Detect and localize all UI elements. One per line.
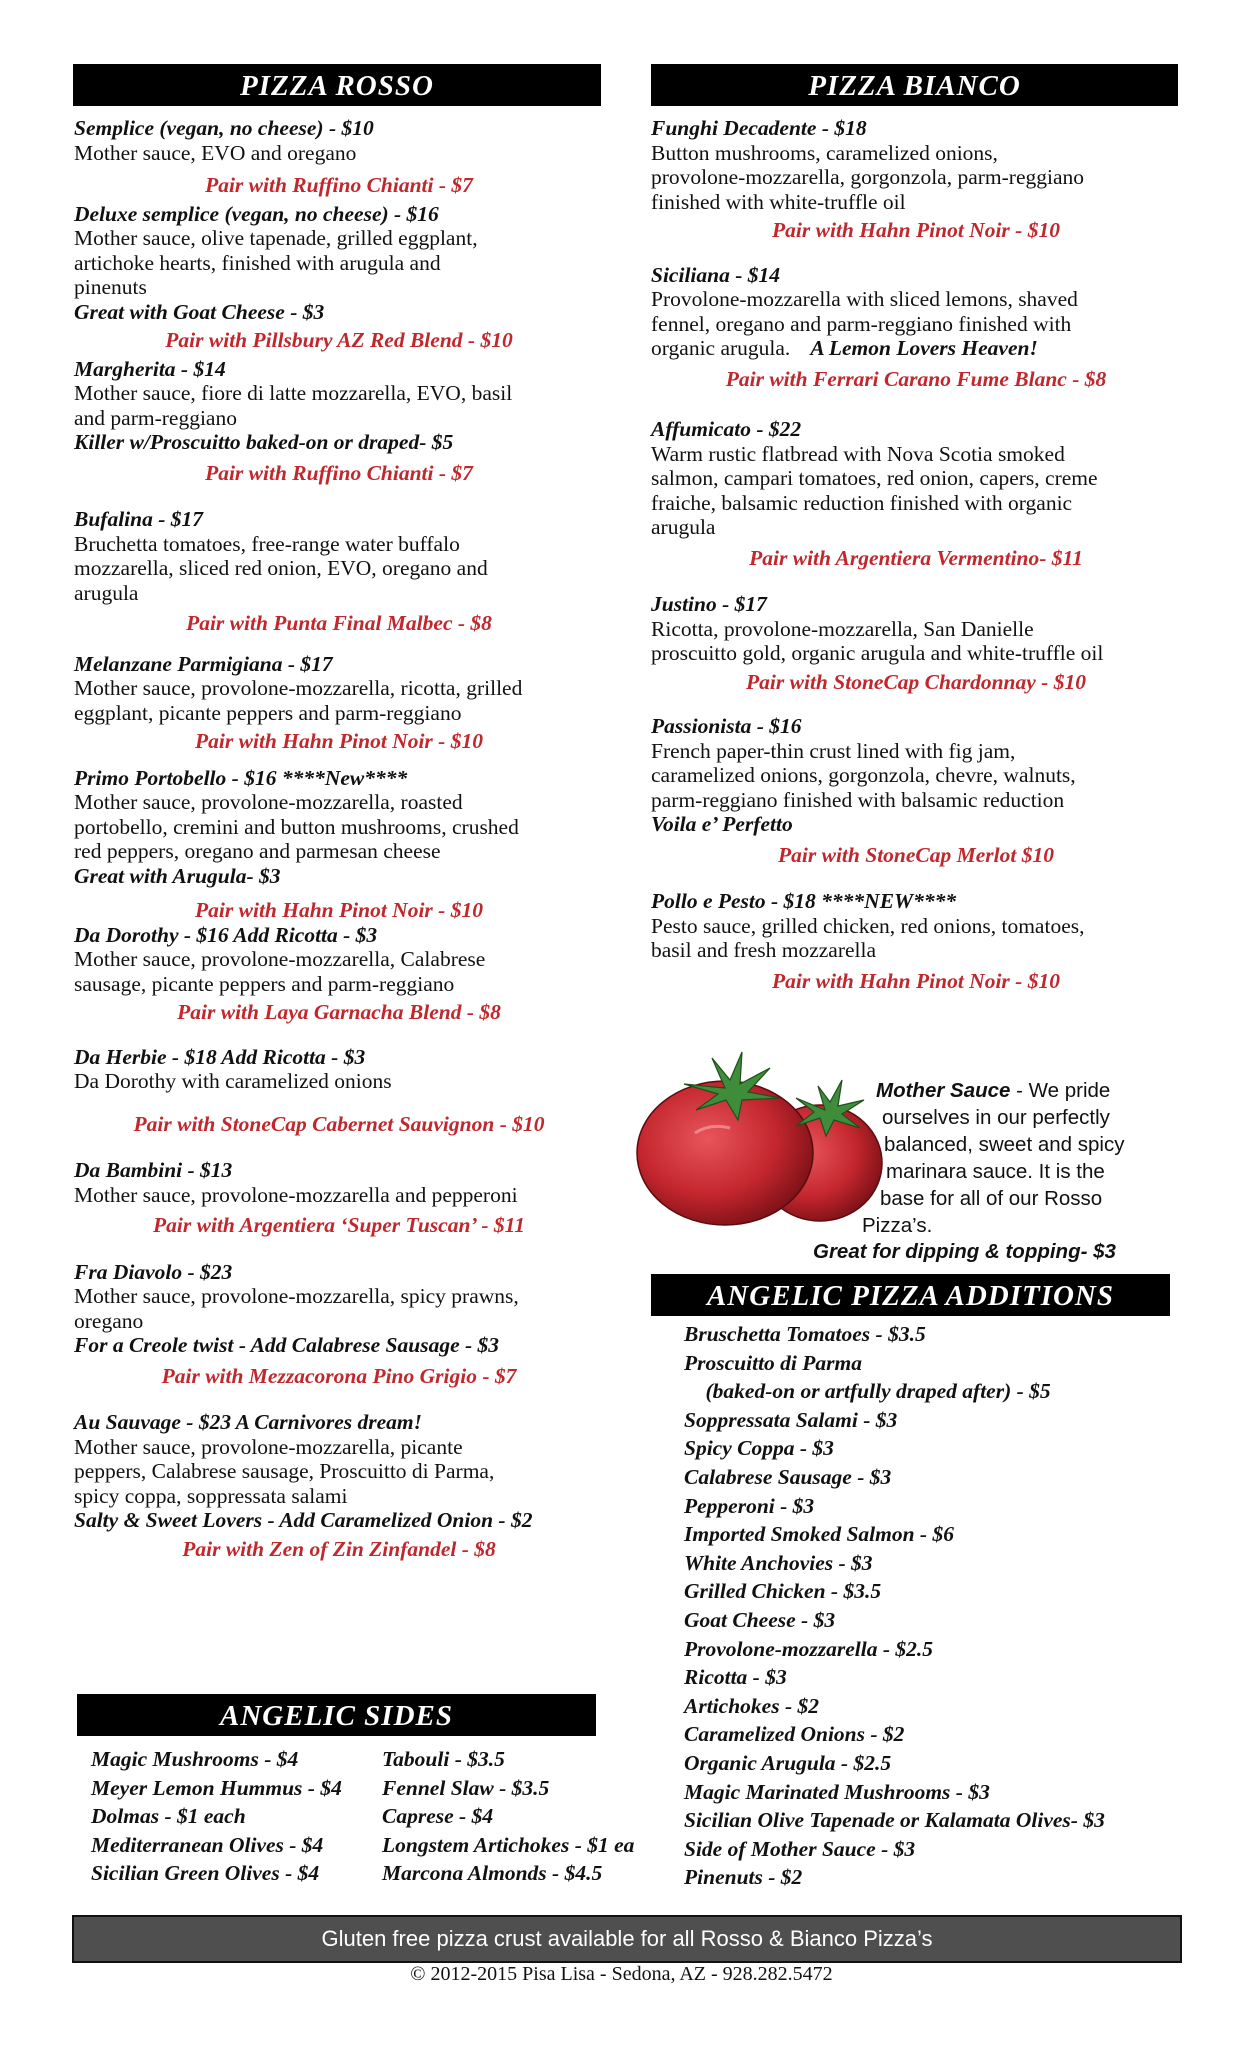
item-name: Au Sauvage - $23 A Carnivores dream! (74, 1410, 423, 1434)
item-name: Semplice (vegan, no cheese) - $10 (74, 116, 374, 140)
addition-item: Pepperoni - $3 (684, 1493, 815, 1518)
wine-pairing: Pair with Hahn Pinot Noir - $10 (195, 898, 483, 922)
pizza-bianco-list (651, 116, 1181, 993)
item-tagline: A Lemon Lovers Heaven! (810, 336, 1038, 360)
wine-pairing: Pair with Hahn Pinot Noir - $10 (195, 729, 483, 753)
wine-pairing: Pair with Ferrari Carano Fume Blanc - $8 (725, 366, 1107, 391)
item-description: artichoke hearts, finished with arugula and (74, 250, 441, 275)
item-description: organic arugula. (651, 336, 791, 360)
addition-item: Goat Cheese - $3 (684, 1607, 836, 1632)
wine-pairing: Pair with Argentiera Vermentino- $11 (749, 545, 1083, 570)
menu-item (74, 766, 604, 923)
item-description: Mother sauce, fiore di latte mozzarella, EVO, basil (74, 381, 513, 405)
item-name: Fra Diavolo - $23 (74, 1259, 233, 1284)
side-item: Meyer Lemon Hummus - $4 (91, 1775, 342, 1800)
menu-item (74, 1410, 604, 1561)
side-item: Caprese - $4 (382, 1804, 494, 1829)
addition-item: Calabrese Sausage - $3 (684, 1464, 892, 1489)
addition-item: Grilled Chicken - $3.5 (684, 1579, 882, 1604)
item-name: Justino - $17 (651, 592, 767, 616)
sides-left-list (91, 1745, 342, 1888)
item-description: fraiche, balsamic reduction finished with organic (651, 490, 1073, 515)
item-description: Pesto sauce, grilled chicken, red onions, tomatoes, (651, 913, 1085, 938)
side-item: Marcona Almonds - $4.5 (382, 1861, 603, 1886)
side-item: Tabouli - $3.5 (382, 1747, 505, 1771)
menu-item (74, 1158, 604, 1238)
addition-item: (baked-on or artfully draped after) - $5 (684, 1379, 1051, 1404)
item-name: Bufalina - $17 (74, 507, 204, 531)
addition-item: Magic Marinated Mushrooms - $3 (684, 1779, 990, 1804)
item-description: Mother sauce, EVO and oregano (74, 140, 357, 165)
mother-sauce-line: balanced, sweet and spicy (884, 1133, 1125, 1156)
menu-item (651, 417, 1181, 570)
item-description: Warm rustic flatbread with Nova Scotia smoked (651, 441, 1065, 466)
item-description: Bruchetta tomatoes, free-range water buffalo (74, 531, 460, 556)
item-description: finished with white-truffle oil (651, 189, 906, 214)
addition-item: Ricotta - $3 (684, 1665, 787, 1690)
wine-pairing: Pair with Zen of Zin Zinfandel - $8 (182, 1536, 496, 1561)
item-description: portobello, cremini and button mushrooms, crushed (74, 814, 519, 839)
item-description: proscuitto gold, organic arugula and white-truffle oil (651, 641, 1104, 665)
item-description: Mother sauce, provolone-mozzarella, roasted (74, 790, 463, 814)
item-description: Ricotta, provolone-mozzarella, San Danielle (651, 616, 1034, 641)
item-description: Mother sauce, olive tapenade, grilled eggplant, (74, 226, 478, 250)
pizza-rosso-heading: PIZZA ROSSO (73, 64, 601, 106)
addition-item: Soppressata Salami - $3 (684, 1407, 898, 1432)
item-description: pinenuts (74, 275, 147, 299)
side-item: Mediterranean Olives - $4 (91, 1832, 324, 1857)
item-note: Salty & Sweet Lovers - Add Caramelized Onion - $2 (74, 1508, 533, 1532)
item-name: Passionista - $16 (651, 714, 802, 738)
item-description: mozzarella, sliced red onion, EVO, oregano and (74, 556, 488, 580)
mother-sauce-line: ourselves in our perfectly (882, 1106, 1110, 1129)
item-description: eggplant, picante peppers and parm-reggiano (74, 700, 462, 725)
addition-item: White Anchovies - $3 (684, 1550, 873, 1575)
menu-item (74, 116, 604, 198)
item-name: Margherita - $14 (74, 356, 226, 381)
mother-sauce-title: Mother Sauce (876, 1079, 1011, 1102)
menu-item (651, 889, 1181, 993)
addition-item: Sicilian Olive Tapenade or Kalamata Olives- $3 (684, 1808, 1105, 1833)
mother-sauce-line: marinara sauce. It is the (886, 1160, 1105, 1183)
item-description: Button mushrooms, caramelized onions, (651, 140, 998, 165)
menu-item (74, 357, 604, 486)
wine-pairing: Pair with StoneCap Chardonnay - $10 (746, 669, 1086, 694)
side-item: Longstem Artichokes - $1 ea (382, 1832, 635, 1857)
item-description: basil and fresh mozzarella (651, 938, 877, 962)
pizza-bianco-heading: PIZZA BIANCO (651, 64, 1178, 106)
menu-item (74, 923, 604, 1025)
mother-sauce-line: Pizza’s. (862, 1214, 933, 1237)
wine-pairing: Pair with Punta Final Malbec - $8 (186, 611, 492, 635)
tomato-icon (620, 1048, 890, 1228)
addition-item: Bruschetta Tomatoes - $3.5 (684, 1322, 926, 1346)
item-description: Da Dorothy with caramelized onions (74, 1069, 392, 1093)
item-description: caramelized onions, gorgonzola, chevre, walnuts, (651, 763, 1076, 787)
item-name: Pollo e Pesto - $18 ****NEW**** (651, 889, 957, 913)
mother-sauce-line: - We pride (1010, 1079, 1111, 1102)
additions-heading: ANGELIC PIZZA ADDITIONS (651, 1274, 1170, 1316)
item-description: and parm-reggiano (74, 405, 237, 430)
item-name: Siciliana - $14 (651, 262, 781, 287)
item-description: red peppers, oregano and parmesan cheese (74, 839, 441, 863)
wine-pairing: Pair with Ruffino Chianti - $7 (205, 173, 473, 197)
item-name: Deluxe semplice (vegan, no cheese) - $16 (74, 201, 439, 226)
sides-heading: ANGELIC SIDES (77, 1694, 596, 1736)
menu-item (74, 1045, 604, 1137)
menu-item (651, 263, 1181, 392)
gluten-free-banner: Gluten free pizza crust available for all Rosso & Bianco Pizza’s (72, 1915, 1182, 1963)
item-description: peppers, Calabrese sausage, Proscuitto di Parma, (74, 1459, 495, 1483)
menu-item (74, 1260, 604, 1389)
item-note: For a Creole twist - Add Calabrese Sausage - $3 (74, 1333, 500, 1357)
addition-item: Spicy Coppa - $3 (684, 1436, 834, 1461)
item-name: Da Dorothy - $16 Add Ricotta - $3 (74, 922, 378, 947)
item-description: salmon, campari tomatoes, red onion, capers, creme (651, 466, 1098, 490)
side-item: Fennel Slaw - $3.5 (382, 1775, 550, 1800)
menu-item (651, 592, 1181, 694)
wine-pairing: Pair with Ruffino Chianti - $7 (205, 460, 473, 485)
side-item: Dolmas - $1 each (91, 1804, 246, 1829)
sides-right-list (382, 1745, 634, 1888)
addition-item: Organic Arugula - $2.5 (684, 1750, 892, 1775)
item-name: Primo Portobello - $16 ****New**** (74, 765, 408, 790)
item-note: Voila e’ Perfetto (651, 812, 793, 836)
wine-pairing: Pair with StoneCap Merlot $10 (778, 842, 1054, 867)
menu-item (74, 202, 604, 353)
item-note: Killer w/Proscuitto baked-on or draped- $5 (74, 430, 454, 454)
item-description: fennel, oregano and parm-reggiano finished with (651, 311, 1072, 336)
wine-pairing: Pair with Mezzacorona Pino Grigio - $7 (161, 1363, 517, 1388)
menu-item (74, 652, 604, 754)
item-description: arugula (74, 580, 139, 605)
addition-item: Caramelized Onions - $2 (684, 1722, 905, 1747)
item-name: Da Bambini - $13 (74, 1158, 233, 1182)
menu-item (651, 116, 1181, 243)
wine-pairing: Pair with Argentiera ‘Super Tuscan’ - $11 (153, 1213, 525, 1237)
item-description: sausage, picante peppers and parm-reggiano (74, 971, 455, 996)
addition-item: Imported Smoked Salmon - $6 (684, 1522, 954, 1547)
wine-pairing: Pair with Hahn Pinot Noir - $10 (772, 218, 1060, 242)
item-description: Mother sauce, provolone-mozzarella, spicy prawns, (74, 1284, 519, 1308)
copyright: © 2012-2015 Pisa Lisa - Sedona, AZ - 928.282.5472 (410, 1963, 833, 1985)
item-name: Affumicato - $22 (651, 417, 802, 441)
addition-item: Proscuitto di Parma (684, 1350, 862, 1375)
addition-item: Provolone-mozzarella - $2.5 (684, 1636, 934, 1661)
item-description-line (651, 336, 1181, 361)
side-item: Magic Mushrooms - $4 (91, 1747, 299, 1771)
addition-item: Side of Mother Sauce - $3 (684, 1836, 916, 1861)
wine-pairing: Pair with Hahn Pinot Noir - $10 (772, 968, 1060, 993)
menu-item (74, 507, 604, 636)
pizza-rosso-list (74, 116, 604, 1561)
addition-item: Artichokes - $2 (684, 1693, 819, 1718)
item-description: oregano (74, 1308, 144, 1333)
wine-pairing: Pair with StoneCap Cabernet Sauvignon - $10 (133, 1111, 545, 1136)
item-description: Mother sauce, provolone-mozzarella and pepperoni (74, 1182, 518, 1207)
item-description: French paper-thin crust lined with fig jam, (651, 738, 1016, 763)
item-note: Great with Arugula- $3 (74, 863, 281, 888)
item-description: Mother sauce, provolone-mozzarella, Calabrese (74, 947, 486, 971)
item-name: Da Herbie - $18 Add Ricotta - $3 (74, 1044, 366, 1069)
item-name: Funghi Decadente - $18 (651, 116, 867, 140)
item-note: Great with Goat Cheese - $3 (74, 299, 325, 324)
wine-pairing: Pair with Laya Garnacha Blend - $8 (177, 1000, 501, 1024)
item-description: Mother sauce, provolone-mozzarella, ricotta, grilled (74, 676, 523, 700)
addition-item: Pinenuts - $2 (684, 1865, 803, 1890)
item-description: parm-reggiano finished with balsamic reduction (651, 787, 1065, 812)
item-description: spicy coppa, soppressata salami (74, 1483, 348, 1508)
item-description: Provolone-mozzarella with sliced lemons, shaved (651, 287, 1078, 311)
side-item: Sicilian Green Olives - $4 (91, 1861, 320, 1886)
item-description: arugula (651, 515, 716, 539)
item-description: Mother sauce, provolone-mozzarella, picante (74, 1434, 463, 1459)
additions-list (684, 1320, 1105, 1892)
wine-pairing: Pair with Pillsbury AZ Red Blend - $10 (165, 328, 513, 352)
menu-item (651, 714, 1181, 867)
mother-sauce-tagline: Great for dipping & topping- $3 (813, 1240, 1116, 1263)
item-description: provolone-mozzarella, gorgonzola, parm-reggiano (651, 165, 1085, 189)
mother-sauce-blurb (862, 1077, 1125, 1239)
item-name: Melanzane Parmigiana - $17 (74, 651, 333, 676)
mother-sauce-line: base for all of our Rosso (880, 1187, 1103, 1210)
